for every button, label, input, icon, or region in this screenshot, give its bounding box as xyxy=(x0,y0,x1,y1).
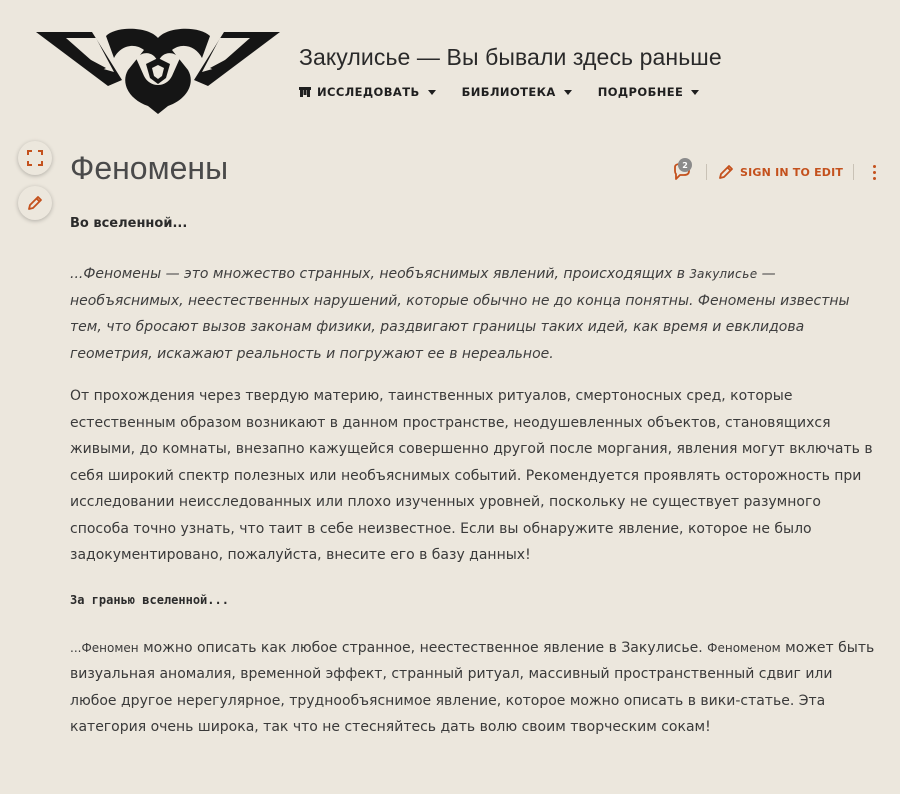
explore-icon xyxy=(299,86,311,98)
body-paragraph: От прохождения через твердую материю, таинственных ритуалов, смертоносных сред, которые естественным образом возникают в данном пространстве, неодушевленных объектов, становящихся живыми, до комнаты, внезапно кажущейся совершенно другой после моргания, явления могут включать в себя широкий спектр полезных или необъяснимых событий. Рекомендуется проявлять осторожность при исследовании неисследованных или плохо изученных уровней, поскольку не существует разумного способа точно узнать, что таит в себе неизвестное. Если вы обнаружите явление, которое не было задокументировано, пожалуйста, внесите его в базу данных! xyxy=(70,388,873,563)
comment-count-badge: 2 xyxy=(678,158,692,172)
chevron-down-icon xyxy=(564,90,572,95)
beyond-paragraph xyxy=(70,635,882,741)
beyond-text-phenomenon: ...Феномен xyxy=(70,640,139,655)
site-title[interactable]: Закулисье — Вы бывали здесь раньше xyxy=(299,44,722,70)
edit-button[interactable] xyxy=(18,186,52,220)
nav-more[interactable] xyxy=(598,85,700,99)
beyond-text-a: можно описать как любое странное, неестественное явление в Закулисье. xyxy=(138,639,708,656)
nav-library-label: БИБЛИОТЕКА xyxy=(461,85,556,99)
intro-text-end: — необъяснимых, неестественных нарушений, которые обычно не до конца понятны. Феномены известны тем, что бросают вызов законам физики, раздвигают границы таких идей, как время и евклидова геометрия, искажают реальность и погружают ее в нереальное. xyxy=(70,266,850,362)
beyond-text-b: может быть визуальная аномалия, временной эффект, странный ритуал, массивный пространственный сдвиг или любое другое нерегулярное, труднообъяснимое явление, которое можно описать в вики-статье. Эта категория очень широка, так что не стесняйтесь дать волю своим творческим сокам! xyxy=(70,639,875,735)
sign-in-label: SIGN IN TO EDIT xyxy=(740,165,844,179)
expand-button[interactable] xyxy=(18,141,52,175)
article-content xyxy=(70,212,882,741)
intro-paragraph xyxy=(70,261,882,367)
chevron-down-icon xyxy=(691,90,699,95)
nav-explore-label: ИССЛЕДОВАТЬ xyxy=(317,85,420,99)
sign-in-to-edit-button[interactable] xyxy=(717,163,843,181)
section-heading-beyond: За гранью вселенной... xyxy=(70,592,229,607)
beyond-text-phenomenon-2: Феноменом xyxy=(707,640,781,655)
intro-text-backrooms: Закулисье xyxy=(689,266,758,281)
intro-text-start: ...Феномены — это множество странных, необъяснимых явлений, происходящих в xyxy=(70,266,690,282)
nav-explore[interactable] xyxy=(299,85,436,99)
pencil-icon xyxy=(26,194,44,212)
divider xyxy=(853,164,854,180)
chevron-down-icon xyxy=(428,90,436,95)
expand-icon xyxy=(27,150,43,166)
section-heading-universe: Во вселенной... xyxy=(70,216,188,231)
comments-button[interactable] xyxy=(668,158,696,186)
pencil-icon xyxy=(717,163,735,181)
nav-more-label: ПОДРОБНЕЕ xyxy=(597,85,684,99)
site-logo[interactable] xyxy=(36,28,280,114)
page-title: Феномены xyxy=(70,150,229,186)
more-options-icon[interactable] xyxy=(864,165,884,180)
top-navigation xyxy=(299,85,725,99)
nav-library[interactable] xyxy=(462,85,572,99)
page-actions xyxy=(668,156,884,188)
divider xyxy=(706,164,707,180)
